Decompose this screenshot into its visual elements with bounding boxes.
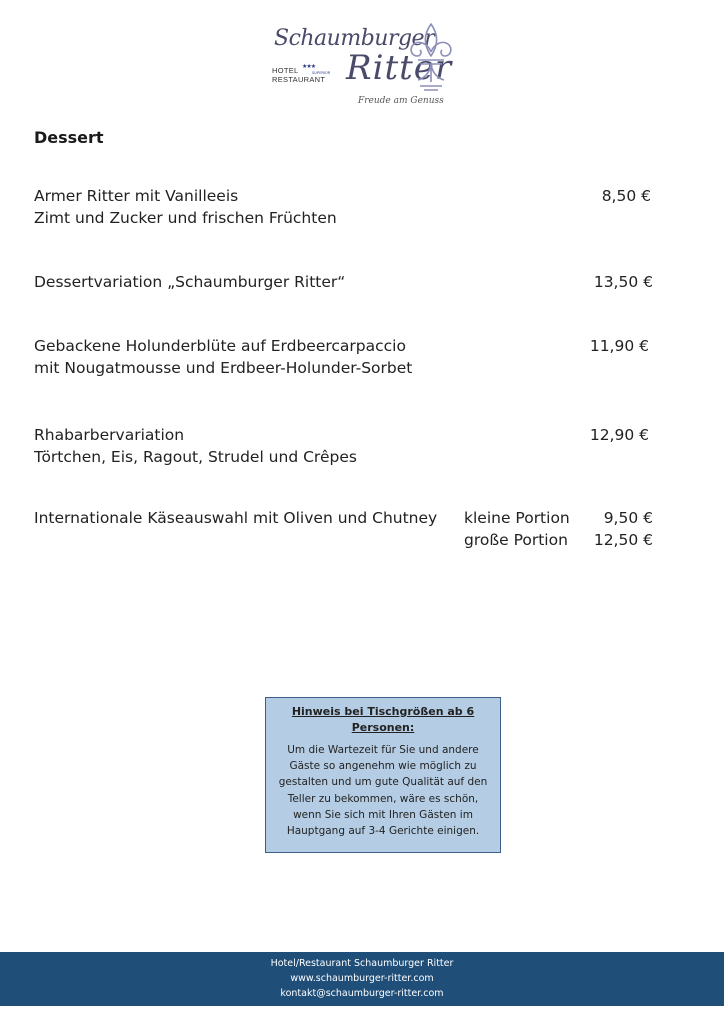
notice-line: Gäste so angenehm wie möglich zu bbox=[289, 760, 477, 773]
logo-name-line1: Schaumburger bbox=[274, 26, 435, 51]
menu-item-price: 8,50 € bbox=[601, 187, 651, 205]
menu-item-price: 11,90 € bbox=[589, 337, 649, 355]
logo-name-line2: Ritter bbox=[346, 48, 453, 88]
portion-label-large: große Portion bbox=[464, 531, 568, 549]
logo-tagline: Freude am Genuss bbox=[358, 96, 444, 106]
notice-body bbox=[276, 742, 490, 839]
menu-item-kaeseauswahl bbox=[34, 507, 437, 529]
menu-item-price: 13,50 € bbox=[593, 273, 653, 291]
portion-label-small: kleine Portion bbox=[464, 509, 570, 527]
portion-price-small: 9,50 € bbox=[603, 509, 653, 527]
page-footer bbox=[0, 952, 724, 1006]
notice-title bbox=[276, 704, 490, 736]
footer-email-link[interactable]: kontakt@schaumburger-ritter.com bbox=[280, 988, 444, 999]
menu-item-armer-ritter bbox=[34, 185, 337, 229]
logo-hotel-label: HOTEL bbox=[272, 66, 299, 75]
notice-title-line2: Personen: bbox=[351, 721, 415, 734]
notice-title-line1: Hinweis bei Tischgrößen ab 6 bbox=[291, 705, 475, 718]
logo-hotel-restaurant bbox=[272, 66, 325, 84]
menu-item-dessertvariation bbox=[34, 271, 345, 293]
menu-item-name: Armer Ritter mit Vanilleeis bbox=[34, 187, 239, 205]
footer-website-link[interactable]: www.schaumburger-ritter.com bbox=[290, 973, 434, 984]
logo-restaurant-label: RESTAURANT bbox=[272, 75, 326, 84]
menu-item-name: Internationale Käseauswahl mit Oliven und Chutney bbox=[34, 509, 438, 527]
menu-item-description: mit Nougatmousse und Erdbeer-Holunder-Sorbet bbox=[34, 359, 413, 377]
menu-item-name: Gebackene Holunderblüte auf Erdbeercarpaccio bbox=[34, 337, 406, 355]
group-notice-box bbox=[265, 697, 501, 853]
notice-line: gestalten und um gute Qualität auf den bbox=[278, 776, 488, 789]
notice-line: Hauptgang auf 3-4 Gerichte einigen. bbox=[286, 825, 480, 838]
menu-item-description: Zimt und Zucker und frischen Früchten bbox=[34, 209, 337, 227]
menu-item-holunderbluete bbox=[34, 335, 412, 379]
logo-stars-icon: ★★★ bbox=[302, 64, 316, 70]
menu-heading: Dessert bbox=[34, 128, 104, 147]
notice-line: Teller zu bekommen, wäre es schön, bbox=[287, 792, 479, 805]
portion-price-large: 12,50 € bbox=[593, 531, 653, 549]
menu-item-name: Rhabarbervariation bbox=[34, 426, 185, 444]
menu-item-name: Dessertvariation „Schaumburger Ritter“ bbox=[34, 273, 346, 291]
notice-line: wenn Sie sich mit Ihren Gästen im bbox=[293, 808, 473, 821]
fleur-de-lis-icon bbox=[408, 22, 454, 94]
menu-item-price: 12,90 € bbox=[589, 426, 649, 444]
hotel-logo bbox=[268, 20, 458, 112]
logo-superior-label: SUPERIOR bbox=[312, 71, 331, 75]
footer-hotel-name: Hotel/Restaurant Schaumburger Ritter bbox=[270, 958, 454, 969]
notice-line: Um die Wartezeit für Sie und andere bbox=[287, 744, 479, 756]
menu-item-description: Törtchen, Eis, Ragout, Strudel und Crêpes bbox=[34, 448, 357, 466]
menu-item-rhabarbervariation bbox=[34, 424, 357, 468]
